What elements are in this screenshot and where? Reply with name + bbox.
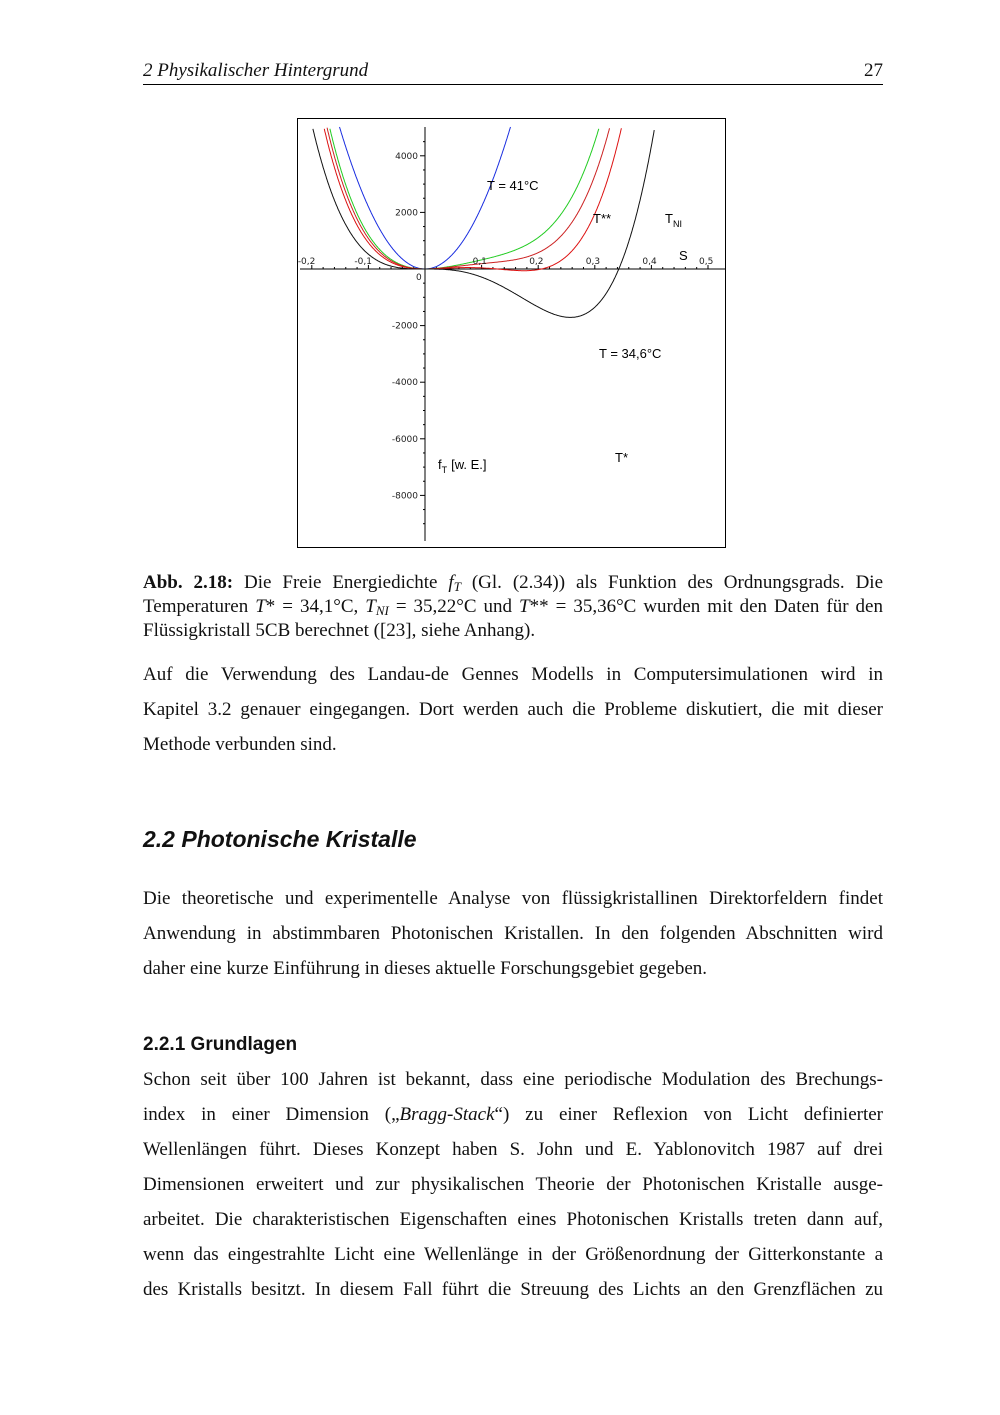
y-tick-label: -6000 <box>391 434 418 445</box>
running-title: 2 Physikalischer Hintergrund <box>143 60 369 81</box>
label-tni <box>665 211 682 229</box>
label-tni-main: T <box>665 211 673 226</box>
text-italic-bragg-stack: Bragg-Stack <box>399 1104 495 1125</box>
plot-svg <box>298 119 727 549</box>
y-tick-label: -2000 <box>391 321 418 332</box>
x-tick-label: 0,3 <box>585 257 601 267</box>
caption-t1: T <box>255 596 266 617</box>
figure-free-energy-plot <box>297 118 726 548</box>
text-line: arbeitet. Die charakteristischen Eigenschaften eines Photonischen Kristalls treten dann auf, <box>143 1209 883 1230</box>
paragraph-grundlagen <box>143 1062 883 1307</box>
x-tick-label: -0,2 <box>298 257 316 267</box>
caption-text-2: (Gl. (2.34)) als Funktion des Ordnungsgrads. Die Temperaturen <box>143 572 884 617</box>
paragraph-landau-simulation <box>143 657 883 762</box>
text-segment: “) zu einer Reflexion von Licht definierter <box>494 1104 883 1125</box>
caption-t2-sub: NI <box>375 603 389 618</box>
text-line: wenn das eingestrahlte Licht eine Wellenlänge in der Größenordnung der Gitterkonstante a <box>143 1244 883 1265</box>
x-tick-label: 0 <box>416 273 422 283</box>
series-line-tni <box>327 128 612 269</box>
page-number: 27 <box>864 60 883 81</box>
text-line: Anwendung in abstimmbaren Photonischen Kristallen. In den folgenden Abschnitten wird <box>143 923 883 944</box>
text-segment: index in einer Dimension („ <box>143 1104 400 1125</box>
label-ft-sub: T <box>441 465 448 475</box>
caption-text-1: Die Freie Energiedichte <box>233 572 449 593</box>
text-line <box>143 1097 883 1132</box>
label-ft <box>438 457 487 475</box>
x-tick-label: 0,4 <box>642 257 657 267</box>
y-tick-label: -4000 <box>391 378 418 389</box>
label-tni-sub: NI <box>672 219 682 229</box>
label-ft-main: f <box>438 457 442 472</box>
text-line: daher eine kurze Einführung in dieses aktuelle Forschungsgebiet gegeben. <box>143 958 708 979</box>
label-tstar: T* <box>615 450 628 465</box>
series-line-t-34-6-c <box>324 128 621 271</box>
x-tick-label: 0,5 <box>699 257 714 267</box>
label-t346: T = 34,6°C <box>599 346 662 361</box>
x-tick-label: 0,1 <box>472 257 487 267</box>
running-header <box>143 58 883 85</box>
y-tick-label: 4000 <box>395 151 418 162</box>
figure-caption <box>143 571 883 643</box>
label-ft-unit: [w. E.] <box>451 457 487 472</box>
label-t41: T = 41°C <box>487 178 539 193</box>
caption-t2: T <box>365 596 376 617</box>
subsection-heading: 2.2.1 Grundlagen <box>143 1034 298 1055</box>
caption-f-sub: T <box>453 579 461 594</box>
x-tick-label: -0,1 <box>354 257 372 267</box>
caption-label: Abb. 2.18: <box>143 572 234 593</box>
text-line: Dimensionen erweitert und zur physikalischen Theorie der Photonischen Kristalle ausge- <box>143 1174 883 1195</box>
text-line: Auf die Verwendung des Landau-de Gennes Modells in Computersimulationen wird in <box>143 664 883 685</box>
caption-t2-value: = 35,22°C und <box>388 596 520 617</box>
caption-t3-value: ** = 35,36°C wurden mit den Daten für den Flüssigkristall 5CB berechnet ([23], siehe Anhang). <box>143 596 883 641</box>
label-s: S <box>679 248 688 263</box>
caption-t1-value: * = 34,1°C, <box>265 596 366 617</box>
section-heading: 2.2 Photonische Kristalle <box>143 826 417 852</box>
text-line: des Kristalls besitzt. In diesem Fall führt die Streuung des Lichts an den Grenzflächen zu <box>143 1279 883 1300</box>
label-tss: T** <box>593 211 612 226</box>
y-tick-label: 2000 <box>395 208 418 219</box>
text-line: Schon seit über 100 Jahren ist bekannt, dass eine periodische Modulation des Brechungs- <box>143 1069 883 1090</box>
paragraph-photonic-intro <box>143 881 883 986</box>
text-line: Wellenlängen führt. Dieses Konzept haben S. John und E. Yablonovitch 1987 auf drei <box>143 1139 883 1160</box>
text-line: Methode verbunden sind. <box>143 734 337 755</box>
caption-t3: T <box>519 596 530 617</box>
plot-tick-labels <box>298 152 713 502</box>
text-line: Kapitel 3.2 genauer eingegangen. Dort werden auch die Probleme diskutiert, die mit dieser <box>143 699 883 720</box>
y-tick-label: -8000 <box>391 491 418 502</box>
series-line-t- <box>330 129 599 269</box>
caption-f: f <box>448 572 454 593</box>
x-tick-label: 0,2 <box>529 257 544 267</box>
text-line: Die theoretische und experimentelle Analyse von flüssigkristallinen Direktorfeldern findet <box>143 888 883 909</box>
